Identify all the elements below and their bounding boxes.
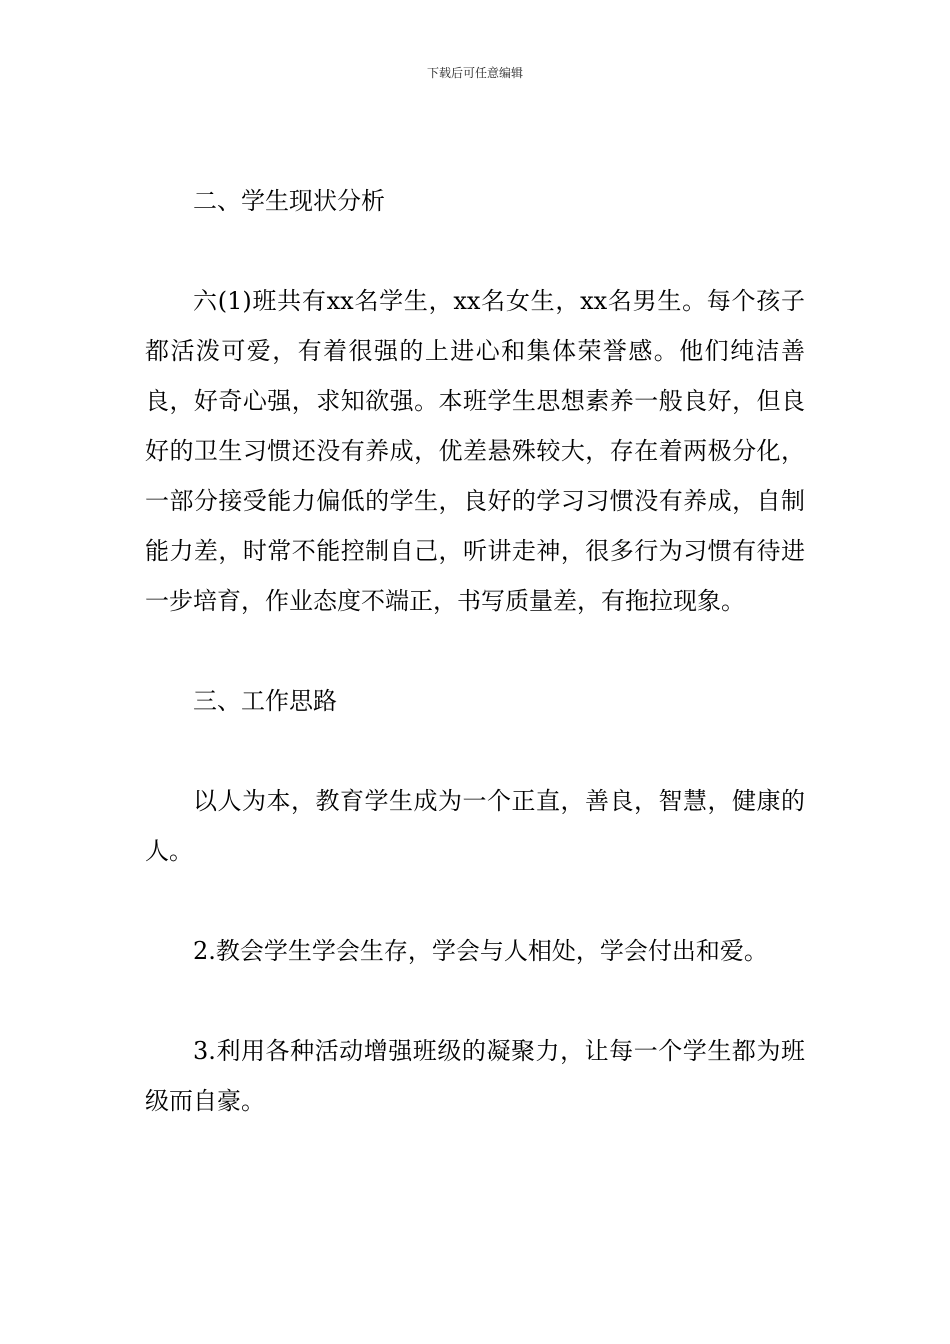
- paragraph-student-status: 六(1)班共有xx名学生，xx名女生，xx名男生。每个孩子都活泼可爱，有着很强的上进心和集体荣誉感。他们纯洁善良，好奇心强，求知欲强。本班学生思想素养一般良好，但良好的卫生习惯还没有养成，优差悬殊较大，存在着两极分化，一部分接受能力偏低的学生，良好的学习习惯没有养成，自制能力差，时常不能控制自己，听讲走神，很多行为习惯有待进一步培育，作业态度不端正，书写质量差，有拖拉现象。: [145, 287, 805, 615]
- document-body: [145, 176, 805, 1126]
- list-item-2: 2.教会学生学会生存，学会与人相处，学会付出和爱。: [193, 937, 768, 965]
- spacer: [145, 876, 805, 926]
- list-item-3: 3.利用各种活动增强班级的凝聚力，让每一个学生都为班级而自豪。: [145, 1037, 805, 1115]
- spacer: [145, 626, 805, 676]
- spacer: [145, 226, 805, 276]
- page-header: 下载后可任意编辑: [426, 66, 523, 80]
- list-item-1: 以人为本，教育学生成为一个正直，善良，智慧，健康的人。: [145, 787, 805, 865]
- spacer: [145, 976, 805, 1026]
- section-heading-work-approach: 三、工作思路: [193, 687, 337, 715]
- spacer: [145, 726, 805, 776]
- section-heading-student-status: 二、学生现状分析: [193, 187, 385, 215]
